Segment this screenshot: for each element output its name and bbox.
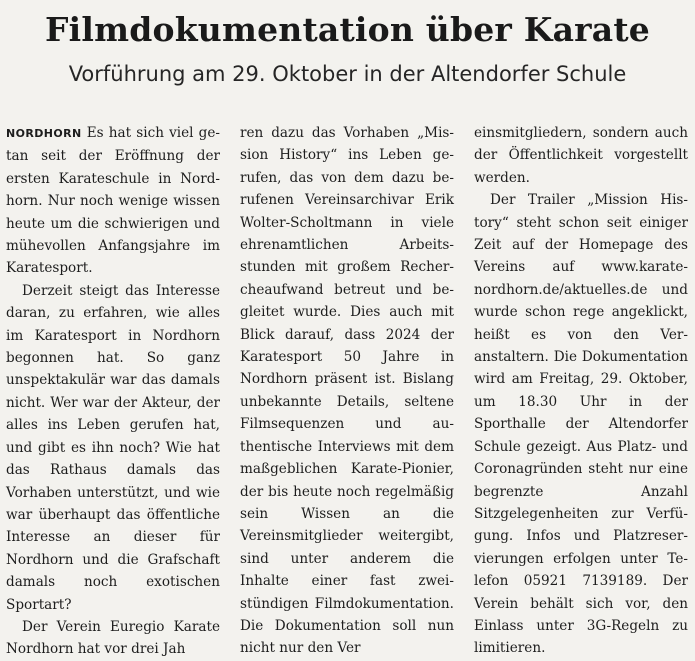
paragraph-text: Es hat sich viel getan seit der Eröffnung der ersten Karateschule in Nordhorn. Nur noch wenige wissen heute um die schwierigen und mühevollen Anfangsjahre im Karatesport. <box>6 125 220 277</box>
article-subheadline: Vorführung am 29. Oktober in der Altendorfer Schule <box>68 62 627 86</box>
article-paragraph: Derzeit steigt das Interesse daran, zu erfahren, wie alles im Karatesport in Nordhorn begonnen hat. So ganz unspektakulär war das damals nicht. Wer war der Akteur, der alles ins Leben gerufen hat, und gibt es ihn noch? Wie hat das Rathaus damals das Vorhaben unterstützt, und wie war überhaupt das öffentliche Interesse an dieser für Nordhorn und die Grafschaft damals noch exotischen Sportart? <box>6 282 220 613</box>
article-paragraph: Der Verein Euregio Karate Nordhorn hat vor drei Jah <box>6 618 220 658</box>
article-headline: Filmdokumentation über Karate <box>45 10 650 49</box>
article-column-1 <box>6 122 220 658</box>
article-column-2 <box>240 122 454 657</box>
article-column-3 <box>474 122 688 657</box>
dateline: NORDHORN <box>6 127 82 140</box>
article-body <box>6 122 689 658</box>
article-paragraph: ren dazu das Vorhaben „Mission History“ ins Leben gerufen, das von dem dazu berufenen Vereinsarchivar Erik Wolter-Scholtmann in viele ehrenamtlichen Arbeitsstunden mit großem Rechercheaufwand betreut und begleitet wurde. Dies auch mit Blick darauf, dass 2024 der Karatesport 50 Jahre in Nordhorn präsent ist. Bislang unbekannte Details, seltene Filmsequenzen und authentische Interviews mit dem maßgeblichen Karate-Pionier, der bis heute noch regelmäßig sein Wissen an die Vereinsmitglieder weitergibt, sind unter anderem die Inhalte einer fast zweistündigen Filmdokumentation. Die Dokumentation soll nun nicht nur den Ver <box>240 125 454 657</box>
article-paragraph: Der Trailer „Mission History“ steht schon seit einiger Zeit auf der Homepage des Vereins auf www.karatenordhorn.de/aktuelles.de und wurde schon rege angeklickt, heißt es von den Veranstaltern. Die Dokumentation wird am Freitag, 29. Oktober, um 18.30 Uhr in der Sporthalle der Altendorfer Schule gezeigt. Aus Platz- und Coronagründen steht nur eine begrenzte Anzahl Sitzgelegenheiten zur Verfügung. Infos und Platzreservierungen erfolgen unter Telefon 05921 7139189. Der Verein behält sich vor, den Einlass unter 3G-Regeln zu limitieren. <box>474 192 688 657</box>
article-paragraph <box>6 122 220 280</box>
article-paragraph: einsmitgliedern, sondern auch der Öffentlichkeit vorgestellt werden. <box>474 125 688 186</box>
